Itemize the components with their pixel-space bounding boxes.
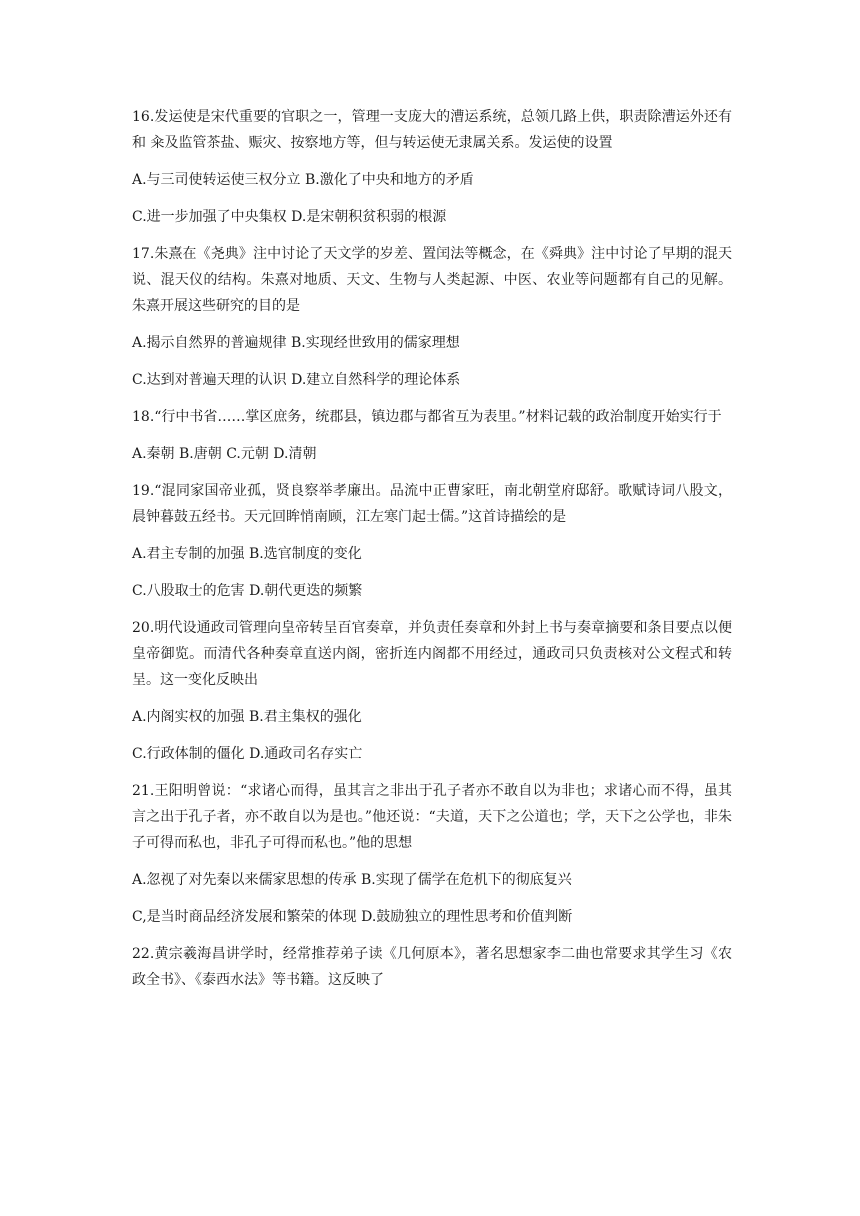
question-19 xyxy=(132,478,732,604)
option-line: A.忽视了对先秦以来儒家思想的传承 B.实现了儒学在危机下的彻底复兴 xyxy=(132,872,572,888)
question-stem: 16.发运使是宋代重要的官职之一，管理一支庞大的漕运系统，总领几路上供，职责除漕运外还有和 籴及监管茶盐、赈灾、按察地方等，但与转运使无隶属关系。发运使的设置 xyxy=(132,109,732,151)
option-line: A.君主专制的加强 B.选官制度的变化 xyxy=(132,546,362,562)
option-line: A.内阁实权的加强 B.君主集权的强化 xyxy=(132,709,362,725)
question-21 xyxy=(132,778,732,930)
question-stem: 17.朱熹在《尧典》注中讨论了天文学的岁差、置闰法等概念，在《舜典》注中讨论了早期的混天说、混天仪的结构。朱熹对地质、天文、生物与人类起源、中医、农业等问题都有自己的见解。朱熹开展这些研究的目的是 xyxy=(132,246,732,314)
question-stem: 18.“行中书省……掌区庶务，统郡县，镇边郡与都省互为表里。”材料记载的政治制度开始实行于 xyxy=(132,409,722,425)
option-line: C.达到对普遍天理的认识 D.建立自然科学的理论体系 xyxy=(132,372,461,388)
question-18 xyxy=(132,404,732,467)
exam-page xyxy=(132,104,732,1004)
question-stem: 20.明代设通政司管理向皇帝转呈百官奏章，并负责任奏章和外封上书与奏章摘要和条目要点以便皇帝御览。而清代各种奏章直送内阁，密折连内阁都不用经过，通政司只负责核对公文程式和转呈。这一变化反映出 xyxy=(132,620,732,688)
option-line: A.与三司使转运使三权分立 B.激化了中央和地方的矛盾 xyxy=(132,172,474,188)
option-line: C.进一步加强了中央集权 D.是宋朝积贫积弱的根源 xyxy=(132,209,447,225)
question-16 xyxy=(132,104,732,230)
option-line: C.八股取士的危害 D.朝代更迭的频繁 xyxy=(132,583,363,599)
option-line: C,是当时商品经济发展和繁荣的体现 D.鼓励独立的理性思考和价值判断 xyxy=(132,909,573,925)
question-17 xyxy=(132,241,732,393)
question-stem: 21.王阳明曾说：“求诸心而得，虽其言之非出于孔子者亦不敢自以为非也；求诸心而不得，虽其言之出于孔子者，亦不敢自以为是也。”他还说：“夫道，天下之公道也；学，天下之公学也，非朱子可得而私也，非孔子可得而私也。”他的思想 xyxy=(132,783,732,851)
question-stem: 19.“混同家国帝业孤，贤良察举孝廉出。品流中正曹家旺，南北朝堂府邸舒。歌赋诗词八股文，晨钟暮鼓五经书。天元回眸悄南顾，江左寒门起士儒。”这首诗描绘的是 xyxy=(132,483,732,525)
question-20 xyxy=(132,615,732,767)
option-line: C.行政体制的僵化 D.通政司名存实亡 xyxy=(132,746,363,762)
question-stem: 22.黄宗羲海昌讲学时，经常推荐弟子读《几何原本》，著名思想家李二曲也常要求其学生习《农政全书》、《泰西水法》等书籍。这反映了 xyxy=(132,946,732,988)
option-line: A.秦朝 B.唐朝 C.元朝 D.清朝 xyxy=(132,446,317,462)
option-line: A.揭示自然界的普遍规律 B.实现经世致用的儒家理想 xyxy=(132,335,460,351)
question-22 xyxy=(132,941,732,993)
